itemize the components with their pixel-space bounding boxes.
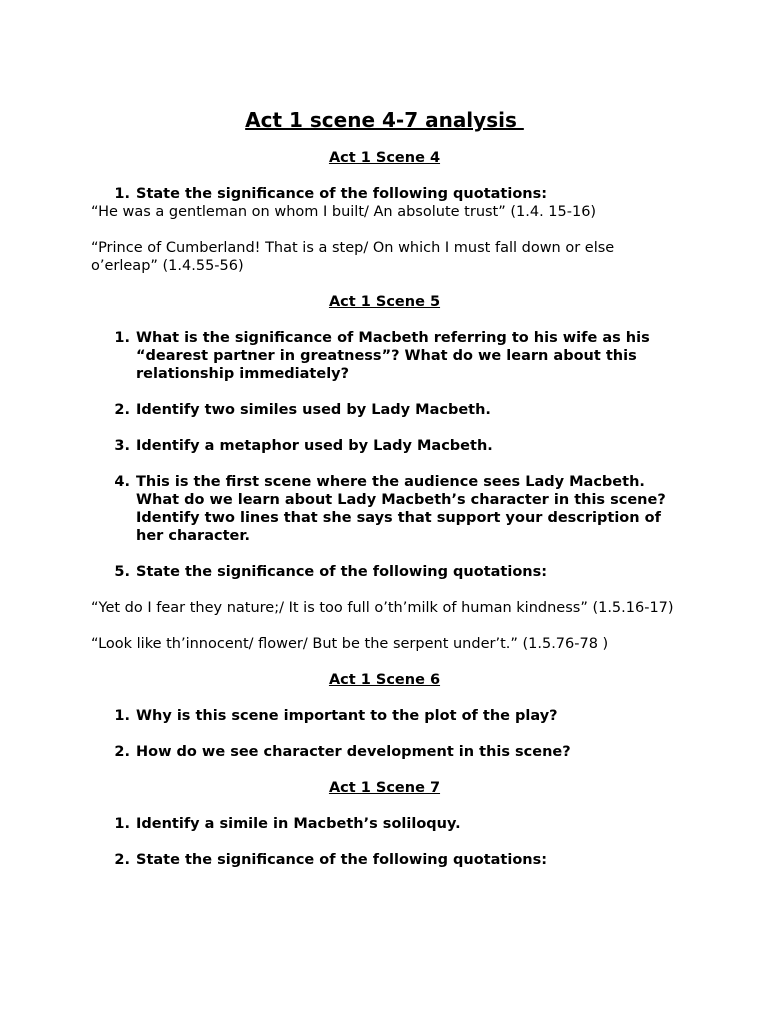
scene-5-heading: Act 1 Scene 5 <box>328 294 441 310</box>
question-number: 1. <box>114 708 130 724</box>
scene-4-question-list <box>91 185 678 203</box>
question-number: 3. <box>114 438 130 454</box>
scene-5-section <box>91 293 678 653</box>
scene-5-question-list <box>91 329 678 581</box>
question-item <box>91 473 678 545</box>
question-item <box>91 815 678 833</box>
question-text: Identify two similes used by Lady Macbeth. <box>136 402 491 418</box>
document-page <box>91 108 678 887</box>
scene-7-heading: Act 1 Scene 7 <box>328 780 441 796</box>
question-text: Why is this scene important to the plot of the play? <box>136 708 558 724</box>
scene-6-section <box>91 671 678 761</box>
quotation: “He was a gentleman on whom I built/ An absolute trust” (1.4. 15-16) <box>91 204 597 220</box>
scene-7-question-list <box>91 815 678 869</box>
scene-4-heading: Act 1 Scene 4 <box>328 150 441 166</box>
document-title: Act 1 scene 4-7 analysis <box>245 108 524 132</box>
quotation: “Yet do I fear they nature;/ It is too full o’th’milk of human kindness” (1.5.16-17) <box>91 600 674 616</box>
scene-7-section <box>91 779 678 869</box>
question-number: 4. <box>114 474 130 490</box>
question-item <box>91 401 678 419</box>
question-number: 2. <box>114 402 130 418</box>
question-text: State the significance of the following quotations: <box>136 564 548 580</box>
question-text: Identify a metaphor used by Lady Macbeth. <box>136 438 493 454</box>
scene-4-section <box>91 149 678 275</box>
quotation: “Look like th’innocent/ flower/ But be the serpent under’t.” (1.5.76-78 ) <box>91 636 609 652</box>
question-number: 1. <box>114 186 130 202</box>
scene-6-question-list <box>91 707 678 761</box>
question-number: 1. <box>114 330 130 346</box>
question-item <box>91 743 678 761</box>
question-number: 2. <box>114 852 130 868</box>
question-item <box>91 185 678 203</box>
question-item <box>91 707 678 725</box>
quotation: “Prince of Cumberland! That is a step/ On which I must fall down or else o’erleap” (1.4.55-56) <box>91 240 615 274</box>
question-item <box>91 851 678 869</box>
question-number: 2. <box>114 744 130 760</box>
question-number: 5. <box>114 564 130 580</box>
question-text: State the significance of the following quotations: <box>136 852 548 868</box>
scene-6-heading: Act 1 Scene 6 <box>328 672 441 688</box>
question-text: Identify a simile in Macbeth’s soliloquy. <box>136 816 461 832</box>
question-number: 1. <box>114 816 130 832</box>
question-item <box>91 329 678 383</box>
question-text: This is the first scene where the audience sees Lady Macbeth. What do we learn about Lady Macbeth’s character in this scene? Identify two lines that she says that support your description of her character. <box>136 474 666 544</box>
question-text: What is the significance of Macbeth referring to his wife as his “dearest partner in greatness”? What do we learn about this relationship immediately? <box>136 330 650 382</box>
question-item <box>91 563 678 581</box>
question-text: State the significance of the following quotations: <box>136 186 548 202</box>
question-item <box>91 437 678 455</box>
question-text: How do we see character development in this scene? <box>136 744 571 760</box>
